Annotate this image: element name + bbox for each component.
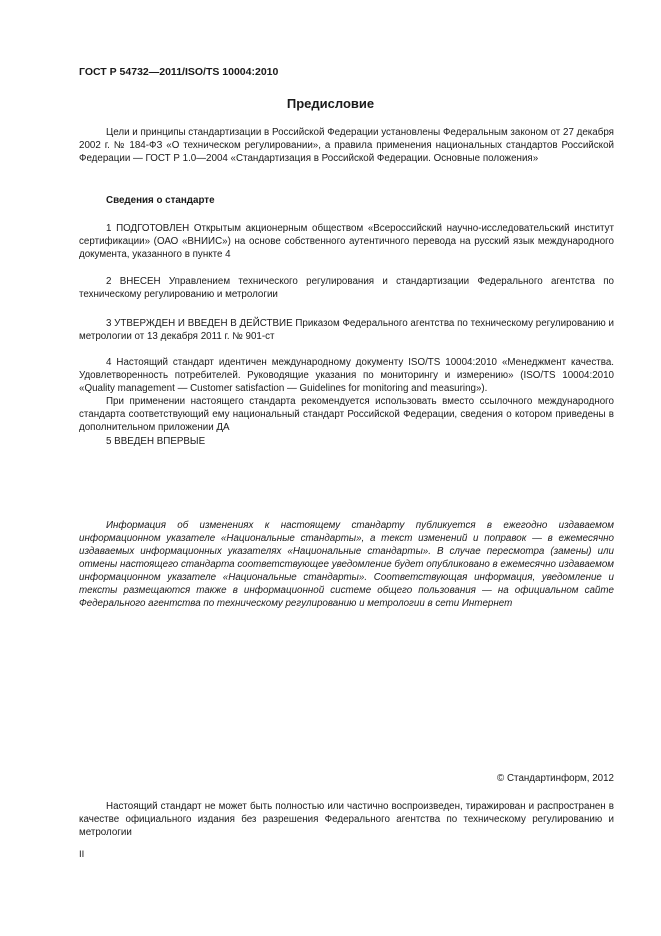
intro-block <box>79 126 614 165</box>
item-3-block <box>79 317 614 343</box>
item-4-note-paragraph: При применении настоящего стандарта рекомендуется использовать вместо ссылочного международного стандарта соответствующий ему национальный стандарт Российской Федерации, сведения о котором приведены в дополнительном приложении ДА <box>79 396 614 433</box>
item-2-block <box>79 275 614 301</box>
item-2-paragraph: 2 ВНЕСЕН Управлением технического регулирования и стандартизации Федерального агентства по техническому регулированию и метрологии <box>79 276 614 300</box>
document-header: ГОСТ Р 54732—2011/ISO/TS 10004:2010 <box>79 66 279 78</box>
copyright-line: © Стандартинформ, 2012 <box>497 773 614 784</box>
intro-paragraph: Цели и принципы стандартизации в Российской Федерации установлены Федеральным законом от 27 декабря 2002 г. № 184-ФЗ «О техническом регулировании», а правила применения национальных стандартов Российской Федерации — ГОСТ Р 1.0—2004 «Стандартизация в Российской Федерации. Основные положения» <box>79 127 614 164</box>
page-number: II <box>79 849 85 860</box>
info-notice-paragraph: Информация об изменениях к настоящему стандарту публикуется в ежегодно издаваемом информационном указателе «Национальные стандарты», а текст изменений и поправок — в ежемесячно издаваемых информационных указателях «Национальные стандарты». В случае пересмотра (замены) или отмены настоящего стандарта соответствующее уведомление будет опубликовано в ежемесячно издаваемом информационном указателе «Национальные стандарты». Соответствующая информация, уведомление и тексты размещаются также в информационной системе общего пользования — на официальном сайте Федерального агентства по техническому регулированию и метрологии в сети Интернет <box>79 520 614 609</box>
item-3-paragraph: 3 УТВЕРЖДЕН И ВВЕДЕН В ДЕЙСТВИЕ Приказом Федерального агентства по техническому регулированию и метрологии от 13 декабря 2011 г. № 901-ст <box>79 318 614 342</box>
item-1-block <box>79 222 614 261</box>
item-4-block <box>79 356 614 434</box>
item-4-paragraph: 4 Настоящий стандарт идентичен международному документу ISO/TS 10004:2010 «Менеджмент качества. Удовлетворенность потребителей. Руководящие указания по мониторингу и измерению» (ISO/TS 10004:2010 «Quality management — Customer satisfaction — Guidelines for monitoring and measuring»). <box>79 357 614 394</box>
info-notice-block <box>79 519 614 610</box>
item-5-paragraph: 5 ВВЕДЕН ВПЕРВЫЕ <box>106 436 206 447</box>
section-title: Предисловие <box>286 96 375 111</box>
subheading: Сведения о стандарте <box>106 195 215 206</box>
item-5-block <box>79 435 614 448</box>
reproduction-notice-paragraph: Настоящий стандарт не может быть полностью или частично воспроизведен, тиражирован и распространен в качестве официального издания без разрешения Федерального агентства по техническому регулированию и метрологии <box>79 801 614 838</box>
item-1-paragraph: 1 ПОДГОТОВЛЕН Открытым акционерным обществом «Всероссийский научно-исследовательский институт сертификации» (ОАО «ВНИИС») на основе собственного аутентичного перевода на русский язык международного документа, указанного в пункте 4 <box>79 223 614 260</box>
reproduction-notice-block <box>79 800 614 839</box>
